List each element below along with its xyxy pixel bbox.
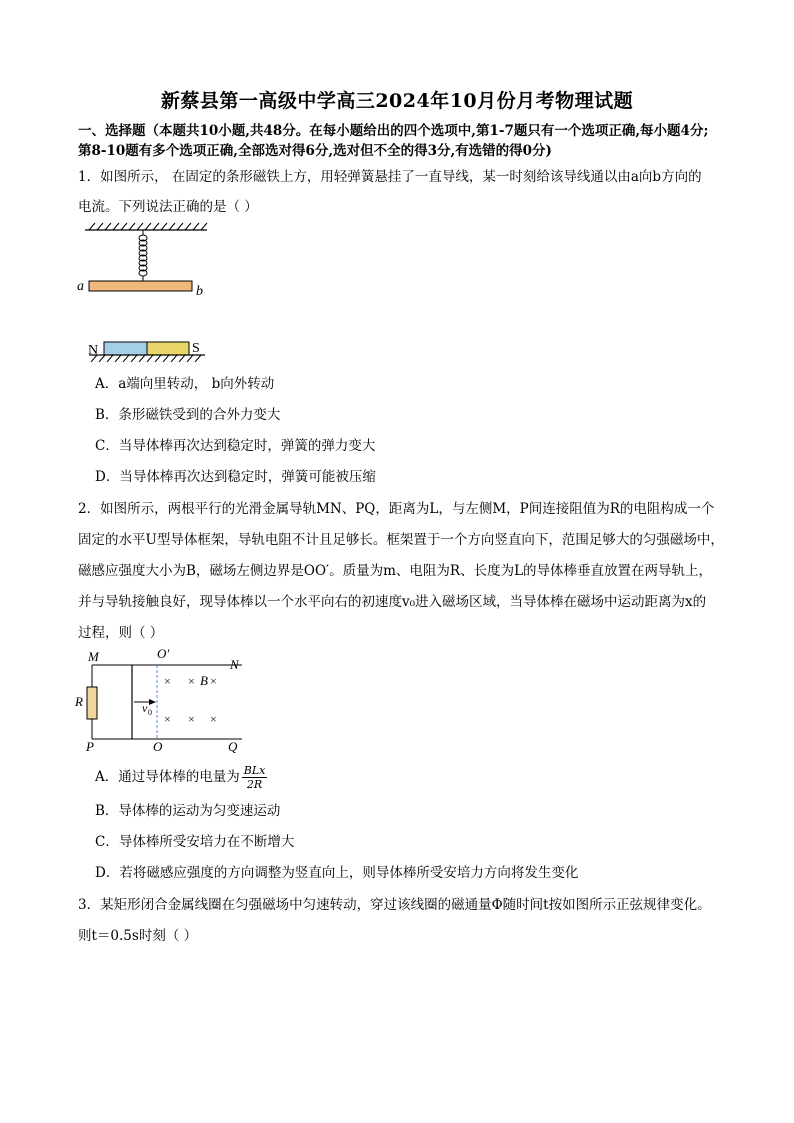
- section-instructions-line-1: 一、选择题（本题共10小题,共48分。在每小题给出的四个选项中,第1-7题只有一个选项正确,每小题4分;: [78, 123, 709, 139]
- conductor-rod: [89, 281, 192, 291]
- section-instructions-line-2: 第8-10题有多个选项正确,全部选对得6分,选对但不全的得3分,有选错的得0分): [78, 143, 552, 159]
- field-cross: ×: [164, 674, 171, 688]
- q1-option-d: D．当导体棒再次达到稳定时，弹簧可能被压缩: [95, 469, 376, 485]
- q2-option-c: C．导体棒所受安培力在不断增大: [95, 834, 295, 850]
- label-v: v: [142, 701, 148, 715]
- label-n: N: [88, 343, 99, 358]
- q2-option-a: [95, 764, 267, 791]
- label-v-sub: 0: [148, 708, 152, 717]
- q1-option-a: A．a端向里转动， b向外转动: [95, 376, 275, 392]
- q1-option-b: B．条形磁铁受到的合外力变大: [95, 407, 281, 423]
- exam-title: 新蔡县第一高级中学高三2024年10月份月考物理试题: [160, 90, 634, 112]
- resistor: [87, 687, 97, 719]
- label-P: P: [86, 739, 94, 754]
- fraction: [242, 764, 268, 791]
- q2-stem-line-1: 2．如图所示，两根平行的光滑金属导轨MN、PQ，距离为L，与左侧M，P间连接阻值为R的电阻构成一个: [78, 501, 715, 517]
- q2-option-a-text: A．通过导体棒的电量为: [95, 769, 240, 785]
- label-O-prime: O′: [157, 646, 170, 661]
- label-O: O: [153, 739, 163, 754]
- label-a: a: [77, 279, 84, 294]
- magnet-n-pole: [104, 342, 147, 355]
- q2-stem-line-3: 磁感应强度大小为B，磁场左侧边界是OO′。质量为m、电阻为R、长度为L的导体棒垂直放置在两导轨上，: [78, 563, 713, 579]
- magnet-s-pole: [147, 342, 189, 355]
- label-M: M: [88, 649, 99, 664]
- q3-stem-line-1: 3．某矩形闭合金属线圈在匀强磁场中匀速转动，穿过该线圈的磁通量Φ随时间t按如图所示正弦规律变化。: [78, 897, 711, 913]
- q2-option-b: B．导体棒的运动为匀变速运动: [95, 803, 281, 819]
- q2-figure-rail-circuit: [72, 645, 252, 757]
- label-Q: Q: [228, 739, 238, 754]
- label-R: R: [75, 694, 83, 709]
- field-cross: ×: [210, 712, 217, 726]
- field-cross: ×: [164, 712, 171, 726]
- q1-stem-line-1: 1．如图所示， 在固定的条形磁铁上方，用轻弹簧悬挂了一直导线，某一时刻给该导线通以由a向b方向的: [78, 169, 702, 185]
- label-b: b: [196, 284, 203, 299]
- label-B: B: [200, 673, 208, 688]
- q1-figure-spring-magnet: [75, 222, 215, 362]
- q2-stem-line-5: 过程，则（ ）: [78, 625, 164, 641]
- q3-stem-line-2: 则t＝0.5s时刻（ ）: [78, 928, 198, 944]
- label-s: S: [192, 341, 200, 356]
- q2-stem-line-2: 固定的水平U型导体框架，导轨电阻不计且足够长。框架置于一个方向竖直向下，范围足够大的匀强磁场中，: [78, 532, 724, 548]
- field-cross: ×: [210, 674, 217, 688]
- field-cross: ×: [188, 712, 195, 726]
- fraction-numerator: BLx: [243, 764, 266, 777]
- q1-option-c: C．当导体棒再次达到稳定时，弹簧的弹力变大: [95, 438, 376, 454]
- label-N: N: [230, 657, 239, 672]
- q1-stem-line-2: 电流。下列说法正确的是（ ）: [78, 199, 258, 215]
- q2-stem-line-4: 并与导轨接触良好，现导体棒以一个水平向右的初速度v₀进入磁场区域，当导体棒在磁场中运动距离为x的: [78, 594, 707, 610]
- field-cross: ×: [188, 674, 195, 688]
- fraction-denominator: 2R: [246, 778, 263, 791]
- q2-option-d: D．若将磁感应强度的方向调整为竖直向上，则导体棒所受安培力方向将发生变化: [95, 865, 579, 881]
